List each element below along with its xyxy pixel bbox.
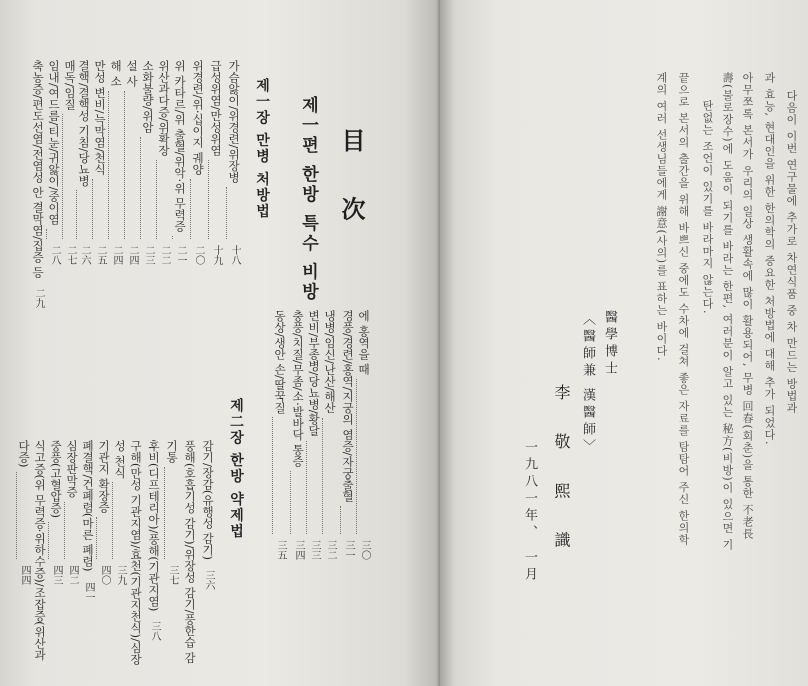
toc-page-number: 三六 — [203, 570, 214, 591]
toc-entry-title: 기관지 확장증 — [97, 440, 111, 513]
contents-title: 目 次 — [337, 128, 366, 239]
toc-entry-title: 감기/장감(유행성 감기) — [201, 440, 215, 561]
right-page-preface — [440, 0, 808, 686]
toc-entry — [32, 440, 48, 661]
toc-entry — [226, 60, 242, 265]
toc-leader-dots — [164, 467, 180, 559]
toc-entry — [306, 310, 322, 560]
toc-entry-title: 경풍/경련/홍역/지궁의 염증/자궁출혈 — [341, 310, 355, 502]
toc-page-number: 三八 — [149, 621, 160, 642]
toc-page-number: 三一 — [343, 540, 354, 560]
toc-entry-title: 해 소 — [109, 60, 123, 87]
preface-line: 탄없는 조언이 있기를 바라마지 않는다. — [701, 100, 714, 315]
toc-page-number — [128, 673, 144, 675]
preface-line: 과 효능, 현대인을 위한 한의학의 중요한 처방법에 대해 추가 되었다. — [763, 72, 776, 446]
toc-entry-title: 임내/여드름/티눈/귀앓이/중이염 — [47, 60, 61, 225]
toc-entry — [322, 310, 338, 560]
toc-entry-title: 냉병/임신/난산/해산 — [323, 310, 337, 414]
toc-page-number: 三七 — [167, 565, 178, 585]
toc-page-number: 十八 — [229, 245, 240, 265]
toc-entry — [124, 60, 140, 265]
chapter-one-heading: 제一장 만병 처방법 — [254, 78, 270, 220]
toc-entry — [64, 440, 80, 585]
toc-leader-dots — [322, 418, 338, 534]
toc-leader-dots — [140, 137, 156, 239]
toc-page-number: 二二 — [159, 245, 170, 265]
toc-page-number: 三三 — [309, 540, 320, 560]
toc-entry-title: 충풍/치질/무좀/소·발바닥 통증 — [291, 310, 305, 467]
toc-entry-title: 위 카타르/위 출혈/위악·위 무력증 — [173, 60, 187, 232]
toc-page-number: 二七 — [65, 245, 76, 265]
toc-entry — [16, 440, 32, 585]
toc-entry — [156, 60, 172, 265]
toc-entry — [128, 440, 144, 665]
toc-entry-title: 동상/생안 손/딸꾹질 — [273, 310, 287, 414]
toc-leader-dots — [112, 482, 128, 559]
toc-entry — [140, 60, 156, 265]
toc-entry-title: 결핵/결핵성 기침/당뇨병 — [77, 60, 91, 187]
toc-leader-dots — [226, 187, 242, 239]
toc-entry-title: 다증) — [17, 440, 31, 468]
toc-entry — [80, 440, 96, 602]
toc-entry — [340, 310, 356, 560]
preface-line: 다음이 이번 연구물에 추가로 차연식품 중 차 만드는 방법과 — [785, 90, 798, 414]
toc-entry-title: 소화불량/위암 — [141, 60, 155, 133]
toc-entry — [164, 440, 180, 585]
toc-leader-dots — [290, 471, 306, 534]
toc-entry — [182, 440, 198, 664]
toc-entry — [190, 60, 206, 265]
toc-entry-title: 위산과다증/위확장 — [157, 60, 171, 156]
toc-entry — [96, 440, 112, 585]
toc-page-number — [182, 671, 198, 673]
toc-leader-dots — [172, 236, 188, 239]
toc-entry-title: 만성 변비/늑막염/천식 — [93, 60, 107, 175]
toc-entry — [172, 60, 188, 265]
toc-entry — [30, 60, 46, 309]
toc-entry-title: 구해(만성 기관지염)/효천(기관지천식)/심장 — [129, 440, 143, 665]
signature-credential: 〈醫師兼 漢醫師〉 — [580, 312, 595, 457]
toc-leader-dots — [48, 522, 64, 559]
toc-entry — [356, 310, 372, 560]
toc-entry-title: 가슴앓이/위경련/위장병 — [227, 60, 241, 183]
toc-leader-dots — [92, 179, 108, 239]
toc-leader-dots — [16, 472, 32, 560]
toc-entry — [46, 60, 62, 265]
toc-page-number: 四四 — [19, 565, 30, 585]
toc-leader-dots — [306, 441, 322, 534]
toc-entry — [290, 310, 306, 560]
toc-page-number: 三二 — [325, 540, 336, 560]
toc-entry — [108, 60, 124, 265]
signature-name: 李 敬 熙 識 — [552, 384, 571, 562]
toc-leader-dots — [340, 506, 356, 534]
toc-entry — [76, 60, 92, 265]
toc-entry — [208, 60, 224, 265]
toc-page-number: 二〇 — [193, 245, 204, 265]
toc-leader-dots — [64, 502, 80, 560]
toc-entry-title: 심장판막증 — [65, 440, 79, 498]
toc-entry-title: 에 홍역을 때 — [357, 310, 371, 375]
toc-entry-title: 식고증(위 무력증·위하수증)/조잡증(위산과 — [33, 440, 47, 661]
signature-date: 一九八一年、 一月 — [522, 440, 537, 585]
preface-line: 끝으로 본서의 출간을 위해 바쁘신 중에도 수차에 걸쳐 좋은 자료를 탐탐어 주신 한의학 — [677, 72, 690, 546]
toc-leader-dots — [76, 190, 92, 239]
toc-entry-title: 폐결핵/건폐렴(마른 폐렴) — [81, 440, 95, 572]
toc-page-number: 二九 — [33, 288, 44, 309]
toc-entry-title: 풍해(호흡기성 감기)/위장성 감기/풍한습 감 — [183, 440, 197, 664]
toc-entry-title: 변비/부종병/당뇨병/황달 — [307, 310, 321, 437]
toc-page-number: 二四 — [111, 245, 122, 265]
toc-page-number: 四二 — [67, 565, 78, 585]
toc-leader-dots — [46, 229, 62, 239]
toc-leader-dots — [190, 179, 206, 239]
toc-page-number: 二三 — [143, 245, 154, 265]
toc-entry — [200, 440, 216, 591]
toc-page-number: 四一 — [83, 581, 94, 602]
toc-leader-dots — [124, 91, 140, 239]
part-one-heading: 제一편 한방 특수 비방 — [298, 96, 318, 303]
toc-entry-title: 성 천식 — [113, 440, 127, 479]
toc-entry-title: 위경련/위·십이지 궤양 — [191, 60, 205, 175]
toc-page-number: 二五 — [95, 245, 106, 265]
toc-entry — [48, 440, 64, 585]
toc-leader-dots — [156, 160, 172, 239]
toc-page-number: 三四 — [293, 540, 304, 560]
toc-entry — [146, 440, 162, 642]
toc-entry-title: 설 사 — [125, 60, 139, 87]
toc-entry-title: 중풍(고혈압증) — [49, 440, 63, 518]
toc-leader-dots — [108, 91, 124, 239]
toc-page-number: 四三 — [51, 565, 62, 585]
toc-entry — [62, 60, 78, 265]
toc-entry — [272, 310, 288, 560]
preface-line: 壽(불로장수)에 도움이 되기를 바라는 한편, 여러분이 알고 있는 秘方(비방)이 있으면 기 — [721, 72, 734, 551]
toc-leader-dots — [96, 517, 112, 559]
toc-leader-dots — [62, 114, 78, 239]
chapter-two-heading: 제二장 한방 약제법 — [228, 398, 244, 540]
toc-page-number: 三〇 — [359, 540, 370, 560]
toc-page-number: 二八 — [49, 245, 60, 265]
toc-page-number: 十九 — [211, 245, 222, 265]
preface-line: 아무쪼록 본서가 우리의 일상 생활속에 많이 활용되어, 무병 回春(회춘)을 통한 不老長 — [741, 72, 754, 541]
signature-title: 醫學博士 — [602, 310, 617, 378]
toc-entry — [92, 60, 108, 265]
toc-page-number: 二四 — [127, 245, 138, 265]
toc-entry — [112, 440, 128, 585]
toc-entry-title: 급성위염/만성위염 — [209, 60, 223, 156]
toc-page-number: 三九 — [115, 565, 126, 585]
toc-page-number: 三五 — [275, 540, 286, 560]
toc-page-number: 二一 — [175, 245, 186, 265]
toc-entry-title: 축농증/편도선염/전염성 안 결막염/집증 등 — [31, 60, 45, 279]
toc-page-number: 四〇 — [99, 565, 110, 585]
toc-leader-dots — [208, 160, 224, 239]
toc-entry-title: 매독/임질 — [63, 60, 77, 110]
toc-leader-dots — [272, 417, 288, 534]
toc-page-number — [32, 668, 48, 670]
preface-line: 계의 여러 선생님들에게 謝意(사의)를 표하는 바이다. — [655, 72, 668, 362]
toc-entry-title: 기통 — [165, 440, 179, 463]
toc-entry-title: 후비(디프테리아)/풍해(기관지염) — [147, 440, 161, 612]
toc-leader-dots — [356, 379, 372, 534]
toc-page-number: 二六 — [79, 245, 90, 265]
